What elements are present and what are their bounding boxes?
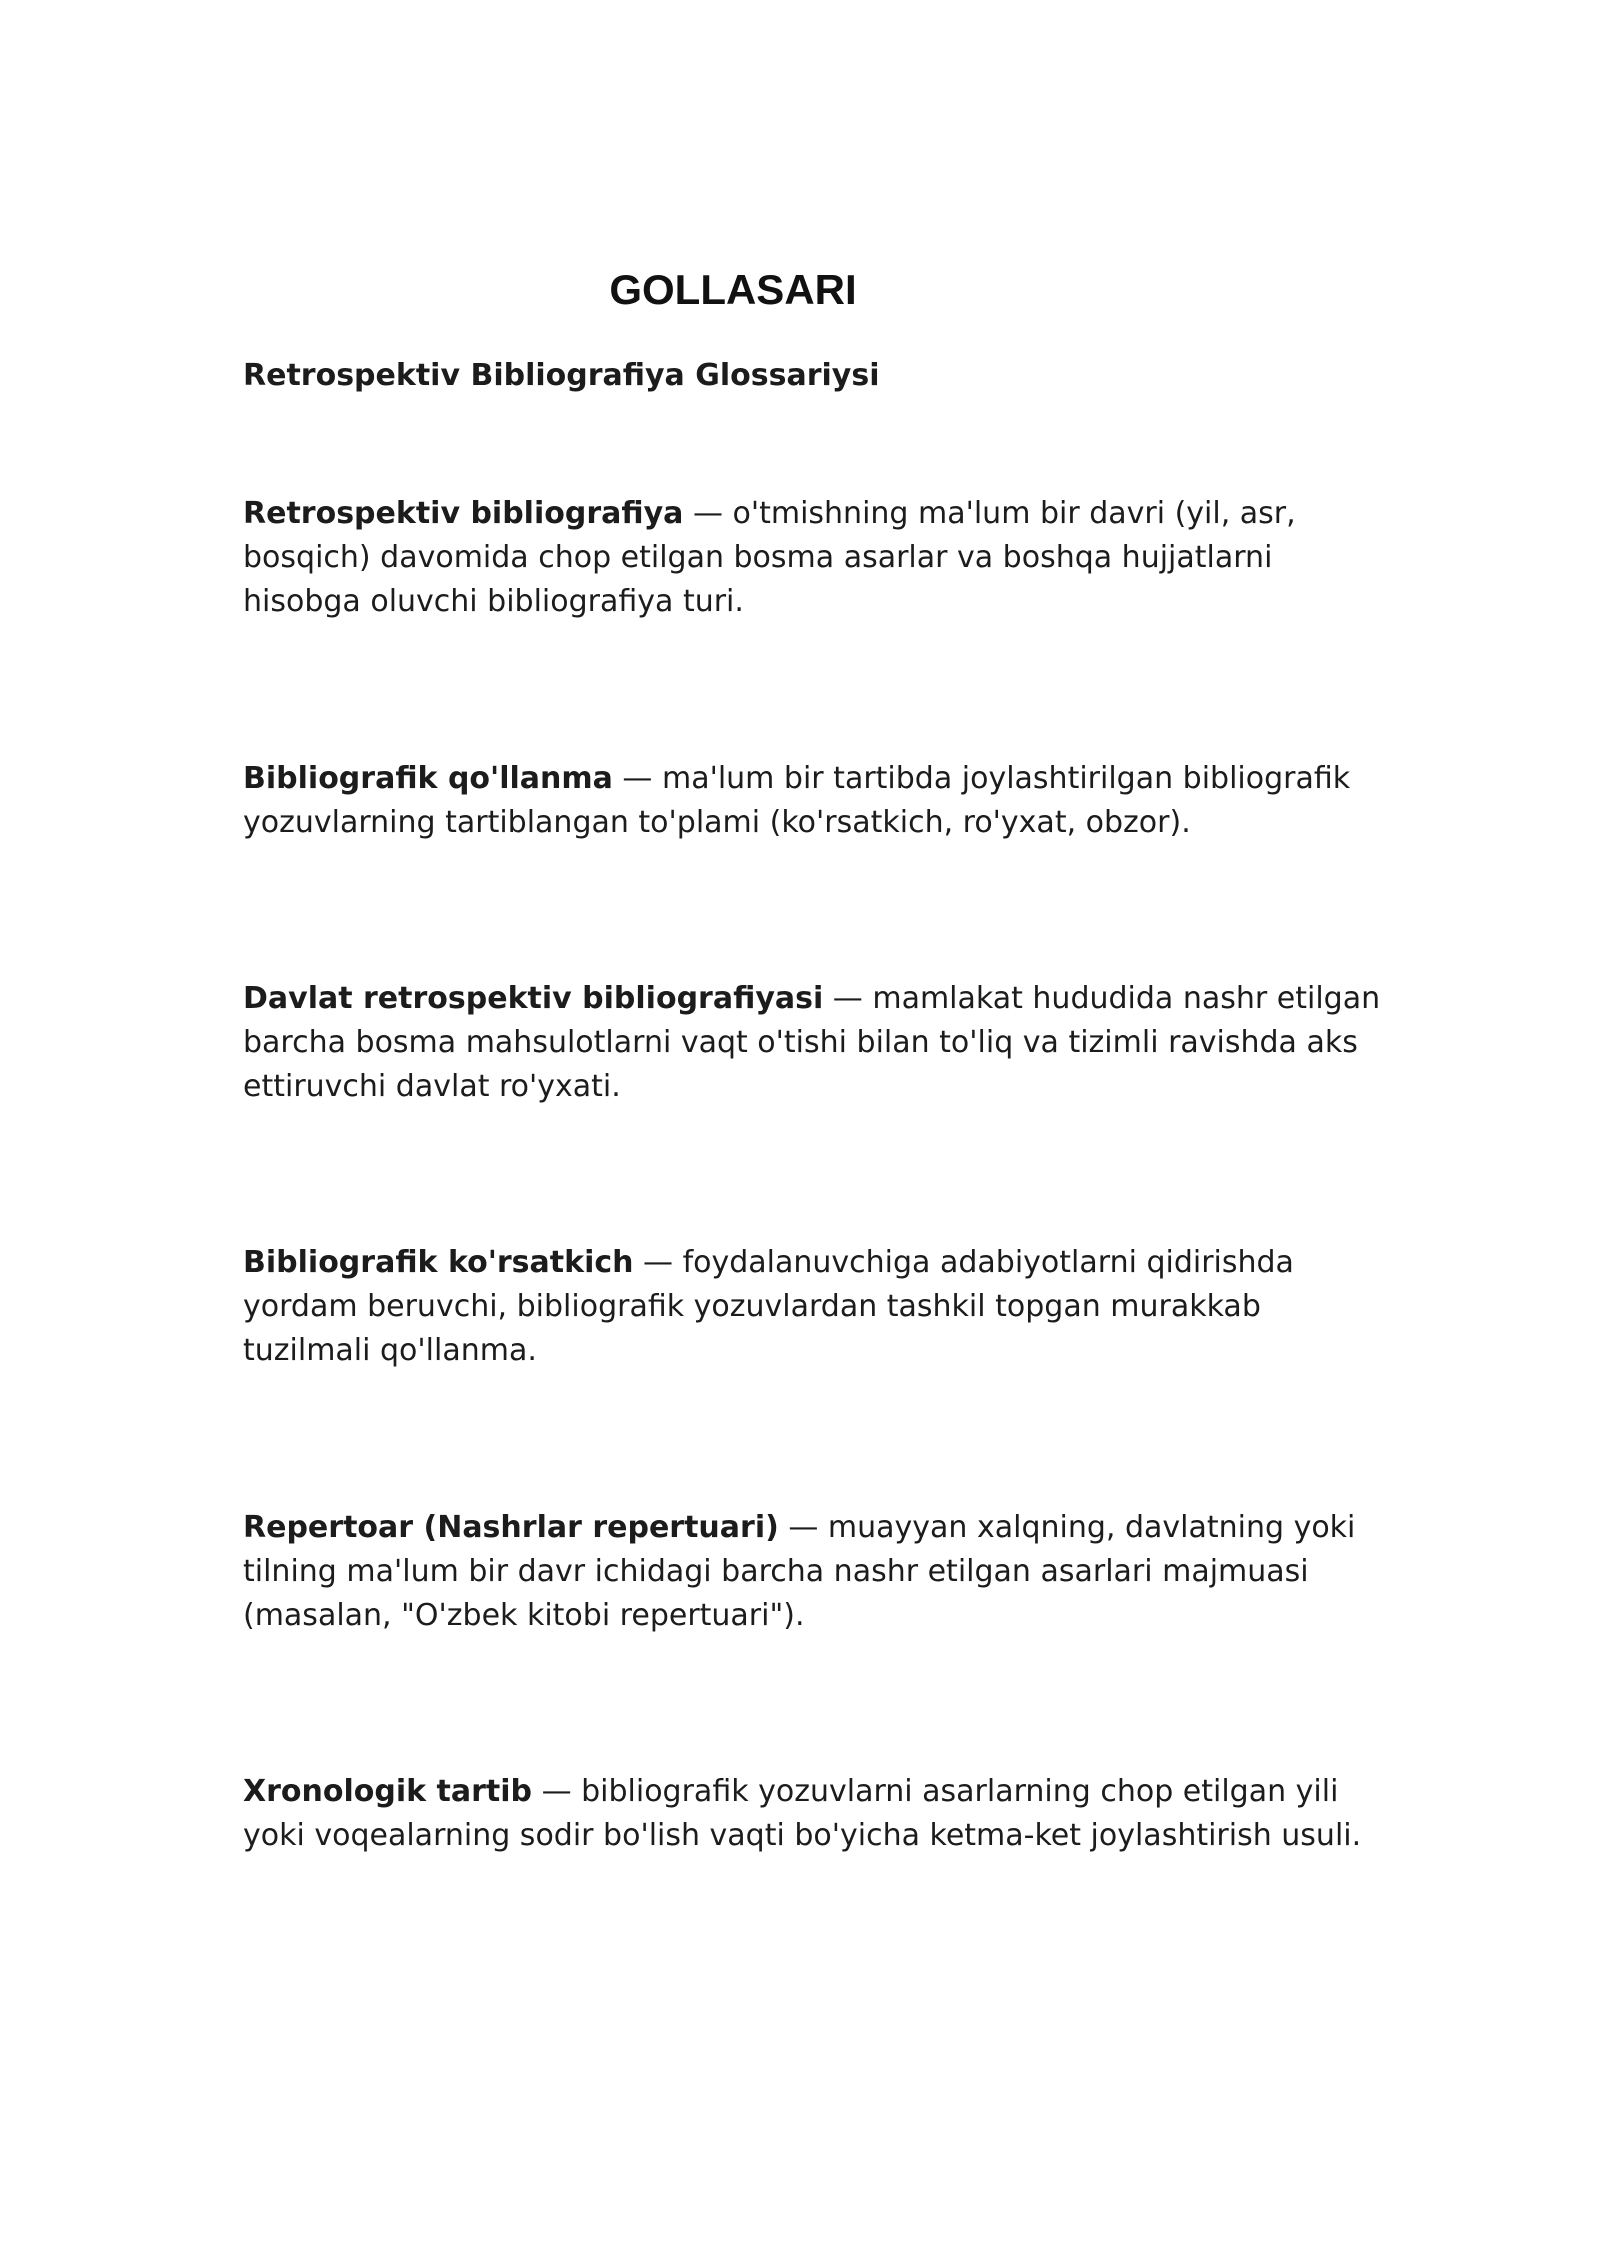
glossary-term: Repertoar (Nashrlar repertuari) [243, 1510, 779, 1545]
glossary-definition: bibliografik yozuvlarni asarlarning chop etilgan yili yoki voqealarning sodir bo'lish vaqti bo'yicha ketma-ket joylashtirish usuli. [243, 1774, 1362, 1853]
glossary-term: Davlat retrospektiv bibliografiyasi [243, 981, 824, 1016]
glossary-definition: foydalanuvchiga adabiyotlarni qidirishda yordam beruvchi, bibliografik yozuvlardan tashkil topgan murakkab tuzilmali qo'llanma. [243, 1245, 1294, 1368]
glossary-entry [243, 977, 1383, 1109]
glossary-term: Bibliografik ko'rsatkich [243, 1245, 634, 1280]
glossary-definition: muayyan xalqning, davlatning yoki tilning ma'lum bir davr ichidagi barcha nashr etilgan asarlari majmuasi (masalan, "O'zbek kitobi repertuari"). [243, 1510, 1356, 1633]
term-separator: — [633, 1245, 683, 1280]
glossary-entry [243, 1770, 1383, 1858]
glossary-definition: o'tmishning ma'lum bir davri (yil, asr, bosqich) davomida chop etilgan bosma asarlar va boshqa hujjatlarni hisobga oluvchi bibliografiya turi. [243, 496, 1296, 619]
term-separator: — [778, 1510, 828, 1545]
term-separator: — [683, 496, 733, 531]
term-separator: — [532, 1774, 582, 1809]
glossary-term: Xronologik tartib [243, 1774, 533, 1809]
glossary-term: Retrospektiv bibliografiya [243, 496, 684, 531]
glossary-entry [243, 492, 1383, 624]
glossary-definition: mamlakat hududida nashr etilgan barcha bosma mahsulotlarni vaqt o'tishi bilan to'liq va tizimli ravishda aks ettiruvchi davlat ro'yxati. [243, 981, 1381, 1104]
glossary-entry [243, 757, 1383, 845]
glossary-entry [243, 1241, 1383, 1373]
document-title: GOLLASARI [609, 266, 857, 313]
glossary-definition: ma'lum bir tartibda joylashtirilgan bibliografik yozuvlarning tartiblangan to'plami (ko'rsatkich, ro'yxat, obzor). [243, 761, 1351, 840]
glossary-entry [243, 1506, 1383, 1638]
term-separator: — [823, 981, 873, 1016]
document-subtitle: Retrospektiv Bibliografiya Glossariysi [243, 358, 880, 393]
term-separator: — [612, 761, 662, 796]
glossary-term: Bibliografik qo'llanma [243, 761, 613, 796]
